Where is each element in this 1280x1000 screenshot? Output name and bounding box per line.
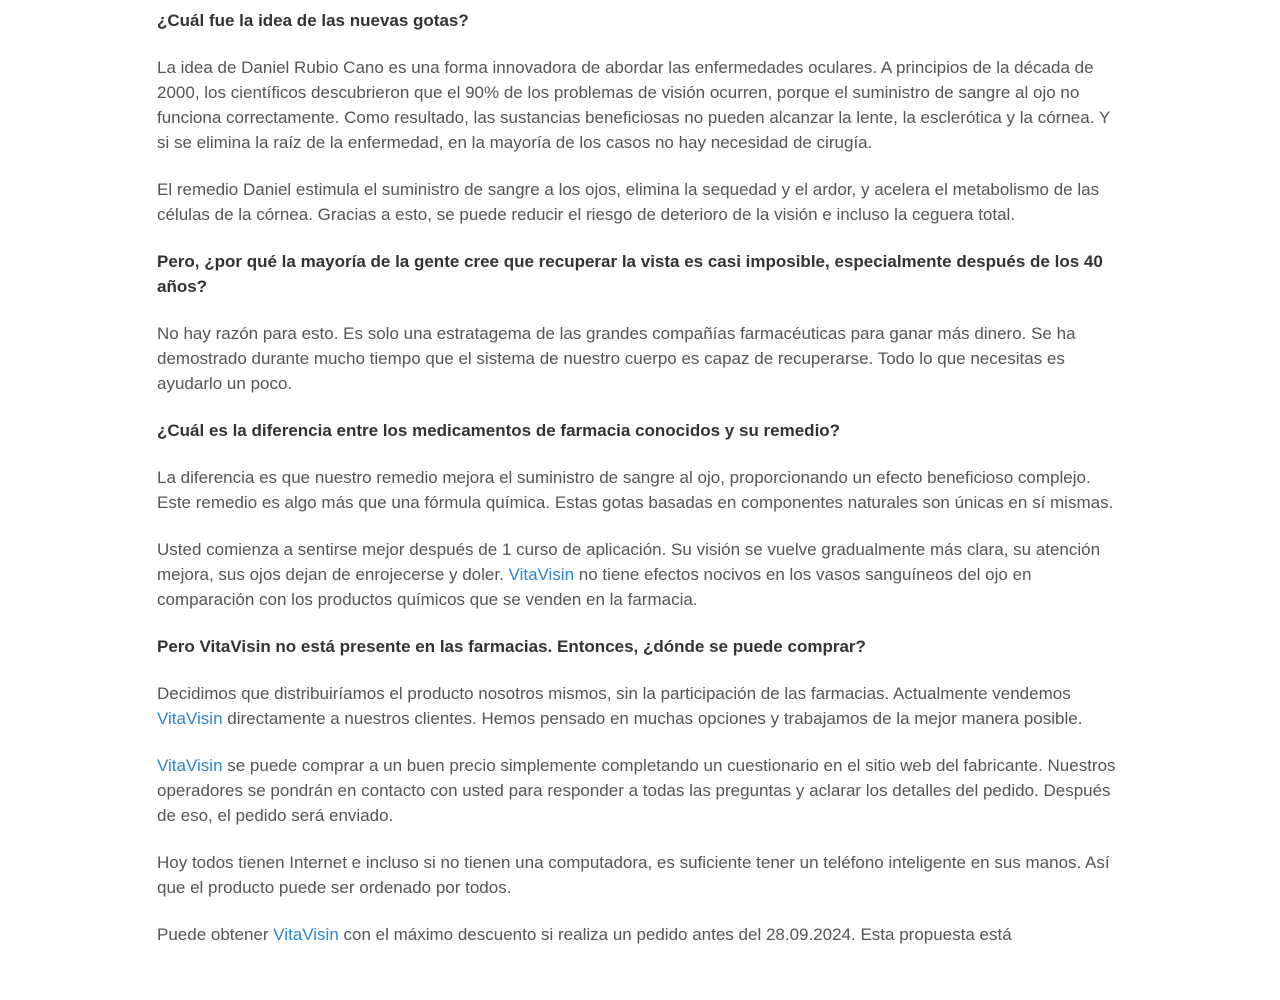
paragraph-discount (157, 922, 1117, 947)
paragraph-no-reason: No hay razón para esto. Es solo una estratagema de las grandes compañías farmacéuticas para ganar más dinero. Se ha demostrado durante mucho tiempo que el sistema de nuestro cuerpo es capaz de recuperarse. Todo lo que necesitas es ayudarlo un poco. (157, 324, 1076, 393)
question-heading-idea: ¿Cuál fue la idea de las nuevas gotas? (157, 11, 469, 30)
text-span: Decidimos que distribuiríamos el producto nosotros mismos, sin la participación de las farmacias. Actualmente vendemos (157, 684, 1071, 703)
paragraph-internet: Hoy todos tienen Internet e incluso si no tienen una computadora, es suficiente tener un teléfono inteligente en sus manos. Así que el producto puede ser ordenado por todos. (157, 853, 1110, 897)
text-span: no tiene efectos nocivos en los vasos sanguíneos del ojo en comparación con los productos químicos que se venden en la farmacia. (157, 565, 1032, 609)
text-span: Puede obtener (157, 925, 274, 944)
paragraph-distribution (157, 681, 1117, 731)
text-span: Usted comienza a sentirse mejor después de 1 curso de aplicación. Su visión se vuelve gradualmente más clara, su atención mejora, sus ojos dejan de enrojecerse y doler. (157, 540, 1101, 584)
question-heading-where-buy: Pero VitaVisin no está presente en las farmacias. Entonces, ¿dónde se puede comprar? (157, 637, 866, 656)
paragraph-purchase (157, 753, 1117, 828)
paragraph-remedy: El remedio Daniel estimula el suministro de sangre a los ojos, elimina la sequedad y el ardor, y acelera el metabolismo de las células de la córnea. Gracias a esto, se puede reducir el riesgo de deterioro de la visión e incluso la ceguera total. (157, 180, 1100, 224)
question-heading-why: Pero, ¿por qué la mayoría de la gente cree que recuperar la vista es casi imposible, especialmente después de los 40 años? (157, 252, 1103, 296)
vitavisin-link[interactable]: VitaVisin (273, 925, 339, 944)
vitavisin-link[interactable]: VitaVisin (157, 709, 223, 728)
vitavisin-link[interactable]: VitaVisin (508, 565, 575, 584)
paragraph-feel-better (157, 537, 1117, 612)
text-span: se puede comprar a un buen precio simplemente completando un cuestionario en el sitio web del fabricante. Nuestros operadores se pondrán en contacto con usted para responder a todas las preguntas y aclarar los detalles del pedido. Después de eso, el pedido será enviado. (157, 756, 1116, 825)
question-heading-difference: ¿Cuál es la diferencia entre los medicamentos de farmacia conocidos y su remedio? (157, 421, 841, 440)
vitavisin-link[interactable]: VitaVisin (157, 756, 223, 775)
text-span: directamente a nuestros clientes. Hemos pensado en muchas opciones y trabajamos de la mejor manera posible. (222, 709, 1083, 728)
paragraph-idea: La idea de Daniel Rubio Cano es una forma innovadora de abordar las enfermedades oculares. A principios de la década de 2000, los científicos descubrieron que el 90% de los problemas de visión ocurren, porque el suministro de sangre al ojo no funciona correctamente. Como resultado, las sustancias beneficiosas no pueden alcanzar la lente, la esclerótica y la córnea. Y si se elimina la raíz de la enfermedad, en la mayoría de los casos no hay necesidad de cirugía. (157, 58, 1110, 152)
article-body (157, 8, 1117, 969)
paragraph-difference: La diferencia es que nuestro remedio mejora el suministro de sangre al ojo, proporcionando un efecto beneficioso complejo. Este remedio es algo más que una fórmula química. Estas gotas basadas en componentes naturales son únicas en sí mismas. (157, 468, 1114, 512)
text-span: con el máximo descuento si realiza un pedido antes del 28.09.2024. Esta propuesta está (338, 925, 1012, 944)
